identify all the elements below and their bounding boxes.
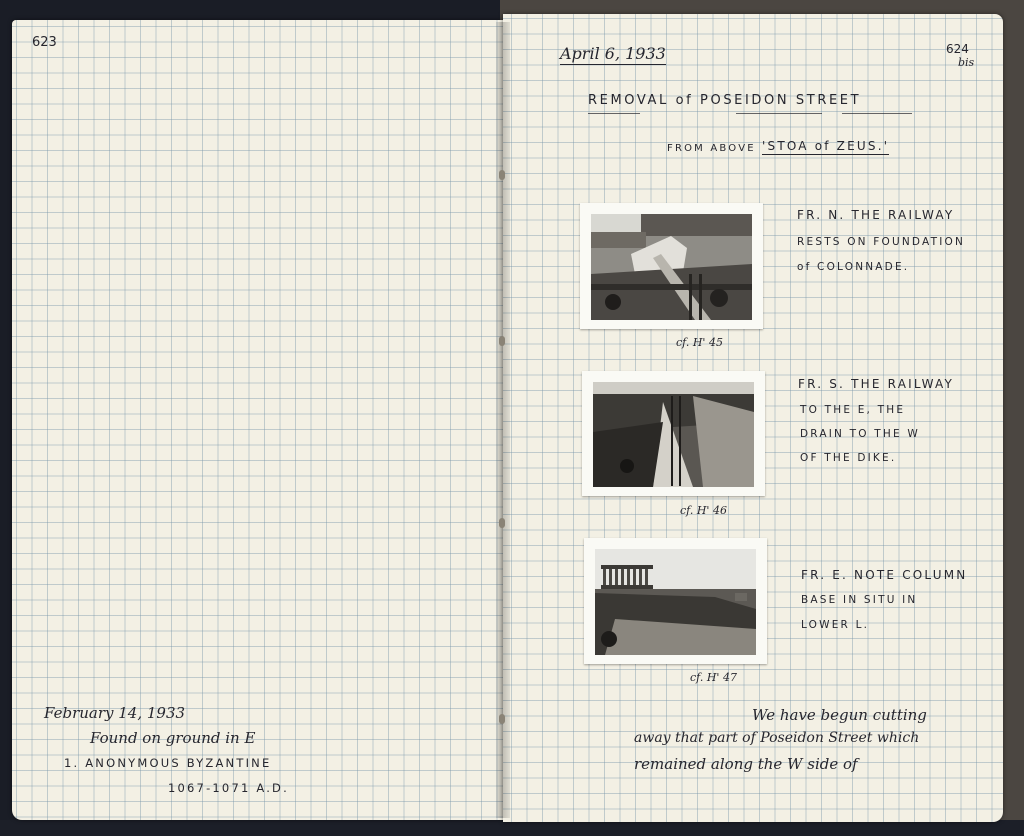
binding-stitch (499, 336, 505, 346)
page-title: REMOVAL of POSEIDON STREET (588, 93, 862, 108)
photo3-ref: cf. H' 47 (690, 671, 737, 684)
title-underline (736, 113, 822, 114)
right-entry-date: April 6, 1933 (560, 44, 666, 63)
photo-east-view (584, 538, 767, 664)
notebook-spine (496, 22, 510, 818)
left-entry-line1: Found on ground in E (90, 729, 256, 747)
title-underline (842, 113, 912, 114)
notebook-left-page (12, 20, 504, 820)
note-line2: away that part of Poseidon Street which (634, 730, 920, 746)
photo1-caption-line3: of COLONNADE. (797, 261, 910, 273)
subtitle-place: 'STOA of ZEUS.' (762, 139, 890, 153)
left-entry-line3: 1067-1071 A.D. (168, 781, 289, 795)
photo2-caption-line2: TO THE E, THE (800, 404, 906, 416)
note-line1: We have begun cutting (752, 706, 927, 724)
photo-east-image (595, 549, 756, 655)
photo1-ref: cf. H' 45 (676, 336, 723, 349)
photo-north-image (591, 214, 752, 320)
photo1-caption-line1: FR. N. THE RAILWAY (797, 208, 955, 222)
subtitle-prefix: FROM ABOVE (667, 143, 756, 154)
photo3-caption-line2: BASE IN SITU IN (801, 594, 918, 606)
photo2-ref: cf. H' 46 (680, 504, 727, 517)
right-page-suffix: bis (958, 56, 975, 69)
left-page-number: 623 (32, 35, 57, 50)
photo-south-view (582, 371, 765, 496)
photo2-caption-line1: FR. S. THE RAILWAY (798, 377, 955, 391)
photo-north-view (580, 203, 763, 329)
binding-stitch (499, 170, 505, 180)
photo-south-image (593, 382, 754, 487)
binding-stitch (499, 714, 505, 724)
photo2-caption-line3: DRAIN TO THE W (800, 428, 920, 440)
left-entry-date: February 14, 1933 (44, 704, 186, 722)
note-line3: remained along the W side of (634, 755, 858, 773)
photo2-caption-line4: OF THE DIKE. (800, 452, 897, 464)
background-strip (0, 820, 1024, 836)
title-underline (588, 113, 640, 114)
left-entry-line2: 1. ANONYMOUS BYZANTINE (64, 756, 272, 770)
photo3-caption-line3: LOWER L. (801, 619, 870, 631)
right-page-number: 624 (946, 42, 969, 56)
binding-stitch (499, 518, 505, 528)
photo1-caption-line2: RESTS ON FOUNDATION (797, 236, 966, 248)
photo3-caption-line1: FR. E. NOTE COLUMN (801, 568, 968, 582)
